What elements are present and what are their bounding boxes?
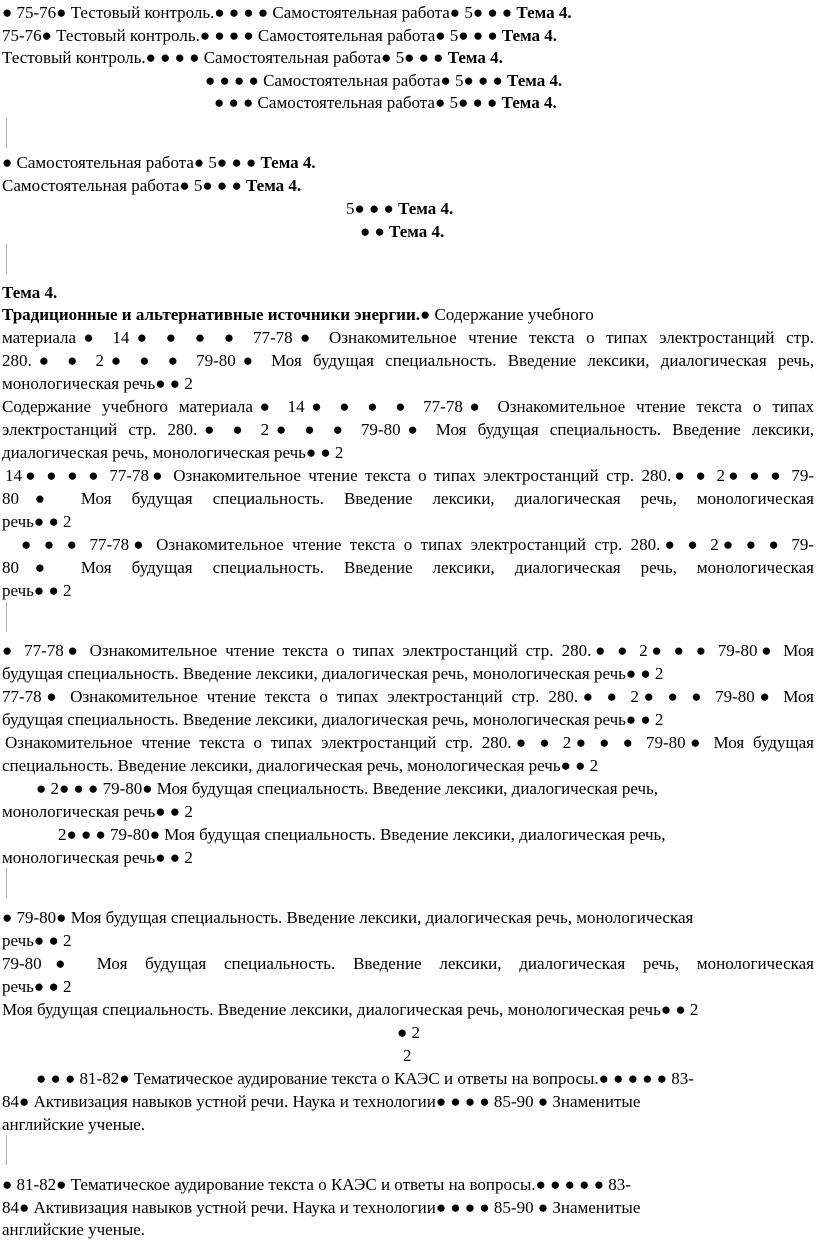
text-line (5, 465, 814, 487)
bold-heading: Тема 4. (501, 26, 558, 45)
line-text: монологическая речь● ● 2 (2, 374, 193, 393)
bold-heading: Традиционные и альтернативные источники энергии. (2, 305, 421, 324)
line-text: 2● ● ● 79-80● Моя будущая специальность. Введение лексики, диалогическая речь, (58, 825, 666, 844)
line-text: 75-76● Тестовый контроль.● ● ● ● Самостоятельная работа● 5● ● ● (2, 26, 502, 45)
line-text: ● ● (360, 222, 390, 241)
line-text: диалогическая речь, монологическая речь● ● 2 (2, 443, 344, 462)
text-line (403, 1045, 814, 1067)
text-line (5, 732, 814, 754)
text-line (2, 282, 814, 304)
line-text: 5● ● ● (346, 199, 399, 218)
text-line (2, 350, 814, 372)
line-text: монологическая речь● ● 2 (2, 848, 193, 867)
text-line (2, 2, 814, 24)
line-text: ● ● ● 81-82● Тематическое аудирование текста о КАЭС и ответы на вопросы.● ● ● ● ● 83- (36, 1069, 694, 1088)
text-line (21, 534, 814, 556)
text-line (2, 686, 814, 708)
text-line (2, 709, 814, 731)
line-text: Самостоятельная работа● 5● ● ● (2, 176, 246, 195)
line-text: 2 (403, 1046, 412, 1065)
line-text: электростанций стр. 280.● ● 2● ● ● 79-80● Моя будущая специальность. Введение лексики, (2, 420, 814, 439)
line-text: ● 2● ● ● 79-80● Моя будущая специальность. Введение лексики, диалогическая речь, (36, 779, 659, 798)
line-text: ● ● ● Самостоятельная работа● 5● ● ● (214, 93, 502, 112)
bold-heading: Тема 4. (245, 176, 302, 195)
paragraph-marker (6, 1135, 7, 1165)
paragraph-marker (6, 602, 7, 632)
text-line (2, 1091, 814, 1113)
text-line (346, 198, 814, 220)
bold-heading: Тема 4. (507, 71, 563, 90)
text-line (2, 442, 814, 464)
line-text: ● 75-76● Тестовый контроль.● ● ● ● Самостоятельная работа● 5● ● ● (2, 3, 517, 22)
text-line (2, 1197, 814, 1219)
text-line (2, 640, 814, 662)
line-text: монологическая речь● ● 2 (2, 802, 193, 821)
text-line (58, 824, 814, 846)
paragraph-marker (6, 118, 7, 148)
line-text: будущая специальность. Введение лексики, диалогическая речь, монологическая речь● ● 2 (2, 710, 664, 729)
line-text: 80● Моя будущая специальность. Введение лексики, диалогическая речь, монологическая (2, 558, 814, 577)
text-line (2, 557, 814, 579)
text-line (205, 70, 814, 92)
text-line (2, 419, 814, 441)
text-line (2, 47, 814, 69)
text-line (2, 755, 814, 777)
line-text: Моя будущая специальность. Введение лексики, диалогическая речь, монологическая речь● ● 2 (2, 1000, 699, 1019)
text-line (2, 663, 814, 685)
text-line (2, 304, 814, 326)
paragraph-marker (6, 244, 7, 274)
text-line (2, 1219, 814, 1241)
text-line (2, 801, 814, 823)
paragraph-marker (6, 868, 7, 898)
bold-heading: Тема 4. (260, 153, 316, 172)
line-text: речь● ● 2 (2, 977, 72, 996)
text-line (360, 221, 814, 243)
text-line (2, 175, 814, 197)
text-line (397, 1022, 814, 1044)
line-text: речь● ● 2 (2, 581, 72, 600)
text-line (2, 907, 814, 929)
line-text: ● 2 (397, 1023, 421, 1042)
text-line (2, 25, 814, 47)
text-line (36, 1068, 814, 1090)
line-text: ● Самостоятельная работа● 5● ● ● (2, 153, 261, 172)
bold-heading: Тема 4. (501, 93, 557, 112)
text-line (2, 976, 814, 998)
text-line (2, 488, 814, 510)
line-text: 14● ● ● ● 77-78● Ознакомительное чтение текста о типах электростанций стр. 280.● ● 2● ● ● 79- (5, 466, 814, 485)
bold-heading: Тема 4. (398, 199, 454, 218)
text-line (2, 580, 814, 602)
line-text: 280.● ● 2● ● ● 79-80● Моя будущая специальность. Введение лексики, диалогическая речь, (2, 351, 814, 370)
bold-heading: Тема 4. (389, 222, 445, 241)
line-text: английские ученые. (2, 1220, 146, 1239)
line-text: Ознакомительное чтение текста о типах электростанций стр. 280.● ● 2● ● ● 79-80● Моя будущая (5, 733, 814, 752)
bold-heading: Тема 4. (516, 3, 572, 22)
text-line (2, 327, 814, 349)
line-text: ● ● ● 77-78● Ознакомительное чтение текста о типах электростанций стр. 280.● ● 2● ● ● 79- (21, 535, 814, 554)
line-text: 77-78● Ознакомительное чтение текста о типах электростанций стр. 280.● ● 2● ● ● 79-80● Моя (2, 687, 814, 706)
text-line (2, 999, 814, 1021)
text-line (2, 953, 814, 975)
text-line (36, 778, 814, 800)
line-text: 79-80● Моя будущая специальность. Введение лексики, диалогическая речь, монологическая (2, 954, 814, 973)
line-text: специальность. Введение лексики, диалогическая речь, монологическая речь● ● 2 (2, 756, 599, 775)
line-text: ● 77-78● Ознакомительное чтение текста о типах электростанций стр. 280.● ● 2● ● ● 79-80● Моя (2, 641, 814, 660)
text-line (2, 1114, 814, 1136)
line-text: ● 81-82● Тематическое аудирование текста о КАЭС и ответы на вопросы.● ● ● ● ● 83- (2, 1175, 631, 1194)
bold-heading: Тема 4. (447, 48, 503, 67)
line-text: ● ● ● ● Самостоятельная работа● 5● ● ● (205, 71, 508, 90)
line-text: речь● ● 2 (2, 512, 72, 531)
line-text: 84● Активизация навыков устной речи. Наука и технологии● ● ● ● 85-90 ● Знаменитые (2, 1198, 641, 1217)
line-text: речь● ● 2 (2, 931, 72, 950)
line-text: материала● 14● ● ● ● 77-78● Ознакомительное чтение текста о типах электростанций стр. (2, 328, 814, 347)
text-line (2, 930, 814, 952)
line-text: Тестовый контроль.● ● ● ● Самостоятельная работа● 5● ● ● (2, 48, 448, 67)
line-text: ● 79-80● Моя будущая специальность. Введение лексики, диалогическая речь, монологическая (2, 908, 694, 927)
line-text: 80● Моя будущая специальность. Введение лексики, диалогическая речь, монологическая (2, 489, 814, 508)
text-line (2, 511, 814, 533)
text-line (2, 847, 814, 869)
text-line (214, 92, 814, 114)
text-line (2, 373, 814, 395)
line-text: Содержание учебного материала● 14● ● ● ● 77-78● Ознакомительное чтение текста о типах (2, 397, 814, 416)
text-line (2, 1174, 814, 1196)
text-line (2, 396, 814, 418)
text-line (2, 152, 814, 174)
bold-heading: Тема 4. (2, 283, 58, 302)
line-text: будущая специальность. Введение лексики, диалогическая речь, монологическая речь● ● 2 (2, 664, 664, 683)
line-text: ● Содержание учебного (420, 305, 594, 324)
line-text: английские ученые. (2, 1115, 146, 1134)
line-text: 84● Активизация навыков устной речи. Наука и технологии● ● ● ● 85-90 ● Знаменитые (2, 1092, 641, 1111)
